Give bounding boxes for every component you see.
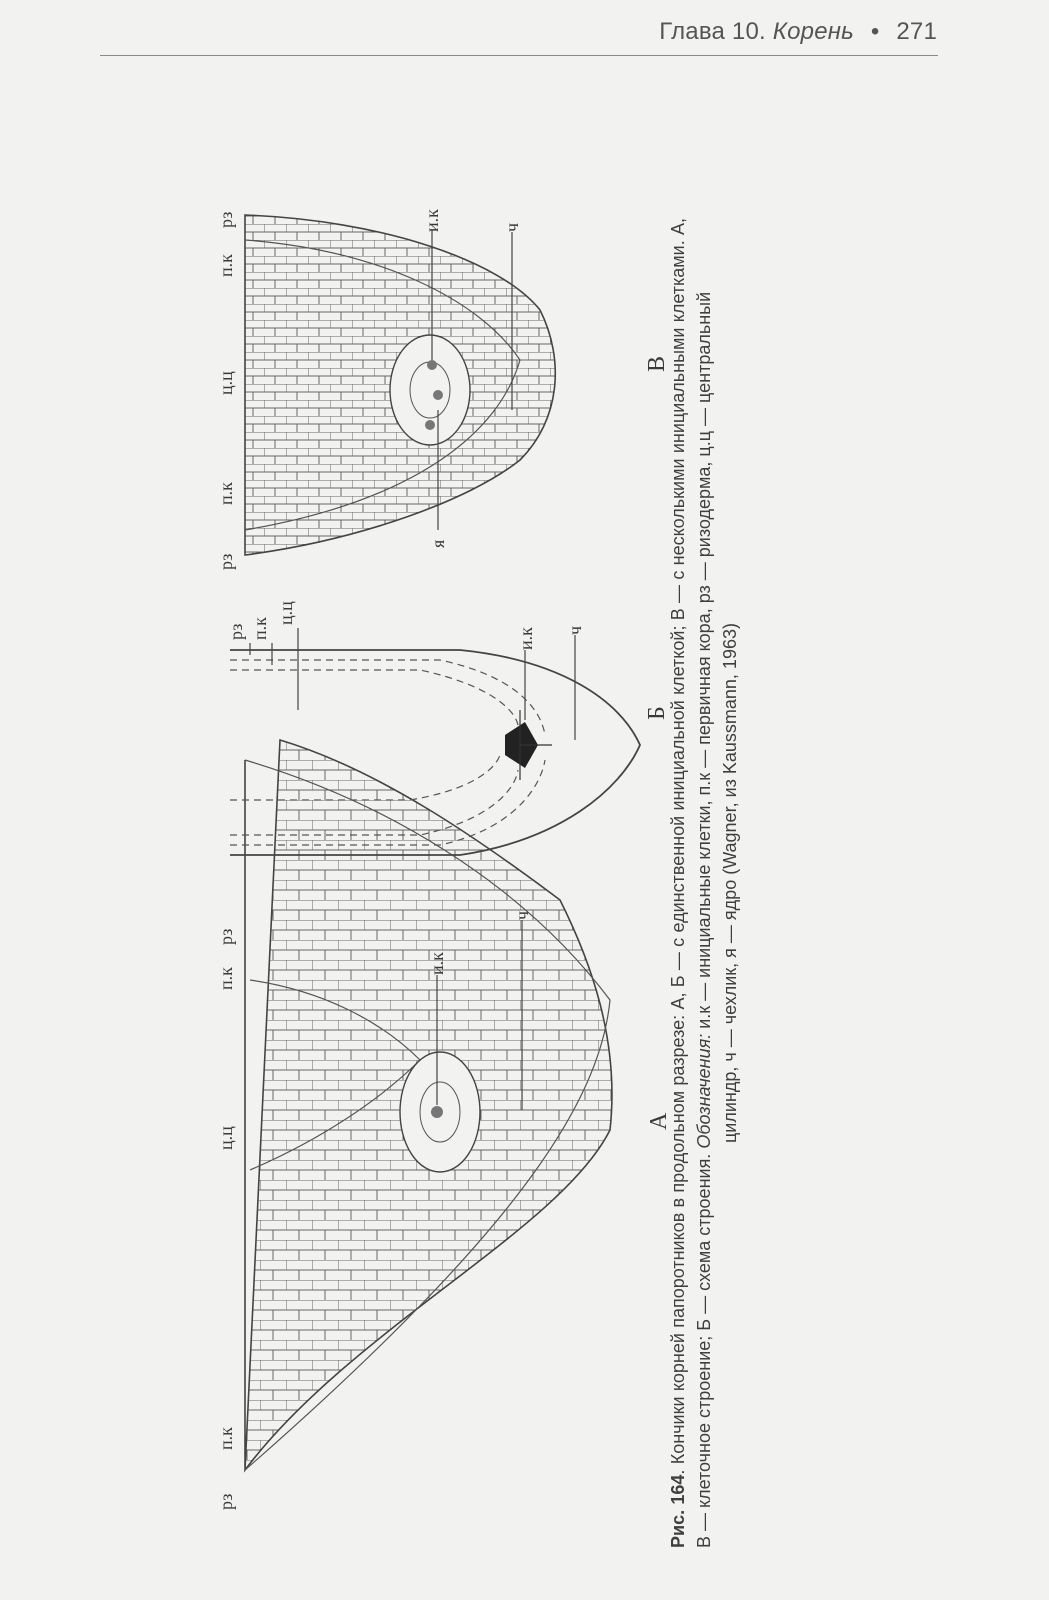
figure-caption [665,218,743,1548]
label-b-ch: ч [565,625,585,635]
label-v-cc: ц.ц [216,371,236,395]
label-a-cc: ц.ц [216,1126,236,1150]
label-v-pk-left: п.к [216,482,236,505]
label-v-rz-right: рз [216,211,236,228]
label-b-pk: п.к [250,617,270,640]
chapter-label: Глава 10. [659,18,766,45]
chapter-name: Корень [772,18,854,45]
label-v-ik: и.к [422,209,442,232]
panel-a-letter: А [646,1112,672,1130]
label-a-ik: и.к [427,952,447,975]
label-a-pk-right: п.к [216,967,236,990]
label-v-ya: я [428,539,448,548]
label-a-pk-left: п.к [216,1427,236,1450]
caption-line-1: . Кончики корней папоротников в продольном разрезе: А, Б — с единственной инициальной клеткой; В — с несколькими инициальными клетками. А, В — клеточное строение; Б — схема строения. [668,218,714,1548]
label-a-rz-right: рз [216,928,236,945]
label-v-pk-right: п.к [216,254,236,277]
panel-a-drawing [245,740,612,1470]
panel-v-drawing [245,215,555,555]
panel-b-letter: Б [644,706,670,720]
label-b-ik: и.к [516,627,536,650]
header-bullet: • [870,18,880,45]
caption-line-3: цилиндр, ч — чехлик, я — ядро (Wagner, из Kaussmann, 1963) [720,623,740,1143]
label-b-cc: ц.ц [276,601,296,625]
label-v-ch: ч [502,222,522,232]
label-v-rz-left: рз [216,553,236,570]
label-a-rz-left: рз [216,1493,236,1510]
caption-line-2: и.к — инициальные клетки, п.к — первичная кора, рз — ризодерма, ц.ц — центральный [694,291,714,1034]
panel-v-letter: В [644,355,670,372]
label-a-ch: ч [512,910,532,920]
caption-legend-label: Обозначения: [694,1033,714,1149]
page-number: 271 [896,18,937,45]
caption-figure-label: Рис. 164 [668,1474,688,1548]
label-b-rz: рз [226,623,246,640]
